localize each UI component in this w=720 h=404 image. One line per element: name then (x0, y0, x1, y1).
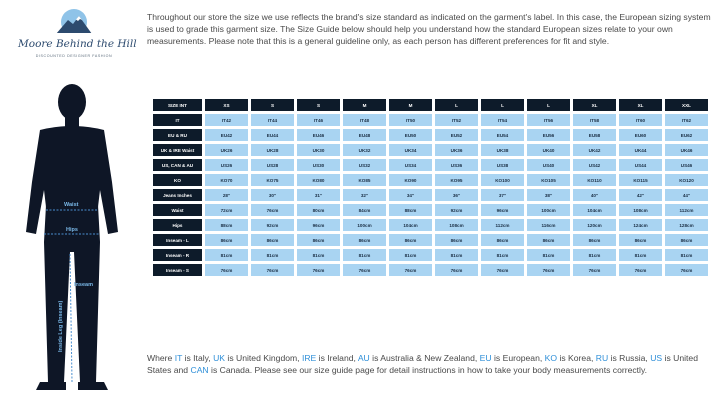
column-header: S (251, 99, 294, 111)
size-cell: 37" (481, 189, 524, 201)
size-cell: UK34 (389, 144, 432, 156)
size-cell: 80cm (297, 204, 340, 216)
size-cell: IT56 (527, 114, 570, 126)
size-cell: 88cm (389, 204, 432, 216)
size-cell: 81cm (619, 249, 662, 261)
size-cell: 76cm (573, 264, 616, 276)
size-cell: 81cm (481, 249, 524, 261)
size-cell: 76cm (251, 204, 294, 216)
size-cell: IT48 (343, 114, 386, 126)
size-cell: 112cm (665, 204, 708, 216)
brand-logo (18, 8, 137, 74)
size-cell: US26 (205, 159, 248, 171)
table-row (153, 114, 708, 126)
size-cell: KO120 (665, 174, 708, 186)
size-cell: 86cm (619, 234, 662, 246)
hips-label: Hips (66, 227, 78, 233)
size-cell: 86cm (343, 234, 386, 246)
size-cell: 128cm (665, 219, 708, 231)
size-cell: 72cm (205, 204, 248, 216)
size-cell: 92cm (435, 204, 478, 216)
size-cell: 76cm (481, 264, 524, 276)
size-cell: UK28 (251, 144, 294, 156)
size-cell: 86cm (435, 234, 478, 246)
table-body (153, 114, 708, 276)
silhouette-icon (0, 82, 145, 398)
size-cell: IT60 (619, 114, 662, 126)
size-cell: 96cm (297, 219, 340, 231)
size-cell: KO100 (481, 174, 524, 186)
size-cell: 32" (343, 189, 386, 201)
table-row (153, 204, 708, 216)
legend-code: IT (174, 353, 183, 363)
size-cell: 81cm (527, 249, 570, 261)
size-chart-table (150, 96, 711, 279)
size-cell: UK46 (665, 144, 708, 156)
size-cell: IT50 (389, 114, 432, 126)
size-cell: 81cm (435, 249, 478, 261)
size-cell: 124cm (619, 219, 662, 231)
size-cell: 76cm (205, 264, 248, 276)
legend-text: is Italy, (182, 353, 214, 363)
size-cell: 86cm (251, 234, 294, 246)
column-header: XL (573, 99, 616, 111)
size-cell: 86cm (481, 234, 524, 246)
row-header: Inseam - S (153, 264, 202, 276)
inseam-label: Inseam (74, 282, 93, 288)
size-cell: US40 (527, 159, 570, 171)
column-header: XS (205, 99, 248, 111)
row-header: Waist (153, 204, 202, 216)
size-cell: 81cm (297, 249, 340, 261)
size-cell: US38 (481, 159, 524, 171)
table-row (153, 174, 708, 186)
size-cell: EU54 (481, 129, 524, 141)
size-cell: UK42 (573, 144, 616, 156)
table-row (153, 264, 708, 276)
silhouette-figure (0, 82, 145, 398)
size-cell: 104cm (389, 219, 432, 231)
table-row (153, 129, 708, 141)
size-cell: EU44 (251, 129, 294, 141)
size-cell: 76cm (435, 264, 478, 276)
row-header: Inseam - L (153, 234, 202, 246)
size-cell: UK32 (343, 144, 386, 156)
legend-text: is United Kingdom, (225, 353, 302, 363)
size-cell: 81cm (251, 249, 294, 261)
size-cell: US28 (251, 159, 294, 171)
size-cell: US36 (435, 159, 478, 171)
size-cell: 86cm (573, 234, 616, 246)
size-cell: EU42 (205, 129, 248, 141)
size-cell: EU46 (297, 129, 340, 141)
table-row (153, 249, 708, 261)
brand-tagline: DISCOUNTED DESIGNER FASHION (35, 54, 113, 58)
size-cell: 28" (205, 189, 248, 201)
size-cell: 88cm (205, 219, 248, 231)
size-cell: KO95 (435, 174, 478, 186)
legend-code: UK (213, 353, 226, 363)
column-header: XL (619, 99, 662, 111)
size-cell: KO110 (573, 174, 616, 186)
row-header: Inseam - R (153, 249, 202, 261)
row-header: US, CAN & AU (153, 159, 202, 171)
size-cell: EU60 (619, 129, 662, 141)
size-cell: UK44 (619, 144, 662, 156)
size-cell: 108cm (619, 204, 662, 216)
size-cell: IT58 (573, 114, 616, 126)
size-cell: 76cm (527, 264, 570, 276)
size-cell: 81cm (343, 249, 386, 261)
table-row (153, 234, 708, 246)
table-row (153, 159, 708, 171)
legend-code: CAN (190, 365, 209, 375)
size-cell: 100cm (343, 219, 386, 231)
size-cell: KO70 (205, 174, 248, 186)
size-cell: 76cm (619, 264, 662, 276)
size-cell: KO105 (527, 174, 570, 186)
size-cell: 84cm (343, 204, 386, 216)
brand-name: Moore Behind the Hill (18, 38, 137, 50)
size-cell: UK38 (481, 144, 524, 156)
size-cell: 38" (527, 189, 570, 201)
size-cell: UK30 (297, 144, 340, 156)
size-cell: EU56 (527, 129, 570, 141)
size-cell: IT44 (251, 114, 294, 126)
table-header-row (153, 99, 708, 111)
size-cell: UK40 (527, 144, 570, 156)
legend-text: Where (147, 353, 175, 363)
row-header: EU & RU (153, 129, 202, 141)
legend-code: EU (479, 353, 492, 363)
size-cell: 81cm (665, 249, 708, 261)
legend-text: is Ireland, (316, 353, 358, 363)
size-cell: 104cm (573, 204, 616, 216)
size-cell: 86cm (389, 234, 432, 246)
size-cell: 76cm (665, 264, 708, 276)
legend-text: is Australia & New Zealand, (369, 353, 480, 363)
size-cell: US34 (389, 159, 432, 171)
size-cell: IT52 (435, 114, 478, 126)
country-legend (147, 352, 712, 376)
legend-code: AU (357, 353, 370, 363)
intro-paragraph: Throughout our store the size we use reflects the brand's size standard as indicated on the garment's label. In this case, the European sizing system is used to grade this garment size. The Size Guide below should help you understand how the standard European sizes relate to your own measurements. Please note that this is a general guideline only, as each person has different preferences for fit and style. (147, 12, 711, 46)
column-header: M (343, 99, 386, 111)
inside-leg-label: Inside Leg (Inseam) (58, 300, 64, 352)
size-cell: 76cm (389, 264, 432, 276)
size-cell: 112cm (481, 219, 524, 231)
size-cell: EU58 (573, 129, 616, 141)
size-cell: 81cm (389, 249, 432, 261)
size-cell: 31" (297, 189, 340, 201)
table-corner-cell: SIZE INT (153, 99, 202, 111)
size-cell: US44 (619, 159, 662, 171)
size-cell: KO85 (343, 174, 386, 186)
size-cell: KO75 (251, 174, 294, 186)
column-header: M (389, 99, 432, 111)
size-cell: 86cm (205, 234, 248, 246)
column-header: L (527, 99, 570, 111)
size-cell: 108cm (435, 219, 478, 231)
legend-code: RU (595, 353, 609, 363)
row-header: UK & IRE Waist (153, 144, 202, 156)
row-header: Hips (153, 219, 202, 231)
size-cell: 96cm (481, 204, 524, 216)
size-cell: US46 (665, 159, 708, 171)
column-header: S (297, 99, 340, 111)
size-cell: 120cm (573, 219, 616, 231)
size-cell: IT54 (481, 114, 524, 126)
size-cell: US30 (297, 159, 340, 171)
size-cell: 44" (665, 189, 708, 201)
row-header: IT (153, 114, 202, 126)
size-cell: KO115 (619, 174, 662, 186)
size-cell: US32 (343, 159, 386, 171)
row-header: KO (153, 174, 202, 186)
size-cell: EU48 (343, 129, 386, 141)
row-header: Jeans Inches (153, 189, 202, 201)
column-header: L (435, 99, 478, 111)
legend-code: IRE (301, 353, 317, 363)
column-header: L (481, 99, 524, 111)
size-cell: 76cm (297, 264, 340, 276)
size-cell: 76cm (251, 264, 294, 276)
size-cell: IT46 (297, 114, 340, 126)
size-cell: 86cm (297, 234, 340, 246)
legend-text: is United States and (147, 353, 698, 375)
size-cell: IT62 (665, 114, 708, 126)
legend-code: KO (544, 353, 558, 363)
size-cell: KO90 (389, 174, 432, 186)
legend-text: is Korea, (557, 353, 596, 363)
size-cell: 116cm (527, 219, 570, 231)
table-row (153, 219, 708, 231)
size-cell: 36" (435, 189, 478, 201)
size-cell: UK36 (435, 144, 478, 156)
table-row (153, 144, 708, 156)
size-cell: UK26 (205, 144, 248, 156)
column-header: XXL (665, 99, 708, 111)
size-cell: 86cm (665, 234, 708, 246)
legend-text: is European, (491, 353, 545, 363)
mountain-icon (54, 8, 94, 36)
size-cell: 40" (573, 189, 616, 201)
size-cell: EU50 (389, 129, 432, 141)
legend-text: is Canada. Please see our size guide page for detail instructions in how to take your body measurements correctly. (208, 365, 647, 375)
size-cell: 86cm (527, 234, 570, 246)
legend-code: US (650, 353, 663, 363)
size-cell: 100cm (527, 204, 570, 216)
size-cell: 76cm (343, 264, 386, 276)
size-cell: KO80 (297, 174, 340, 186)
legend-text: is Russia, (608, 353, 651, 363)
size-cell: EU52 (435, 129, 478, 141)
size-cell: 81cm (573, 249, 616, 261)
size-cell: 92cm (251, 219, 294, 231)
size-cell: 81cm (205, 249, 248, 261)
size-cell: US42 (573, 159, 616, 171)
table-row (153, 189, 708, 201)
size-cell: 34" (389, 189, 432, 201)
size-cell: IT42 (205, 114, 248, 126)
size-cell: EU62 (665, 129, 708, 141)
size-cell: 42" (619, 189, 662, 201)
waist-label: Waist (64, 202, 79, 208)
size-cell: 30" (251, 189, 294, 201)
